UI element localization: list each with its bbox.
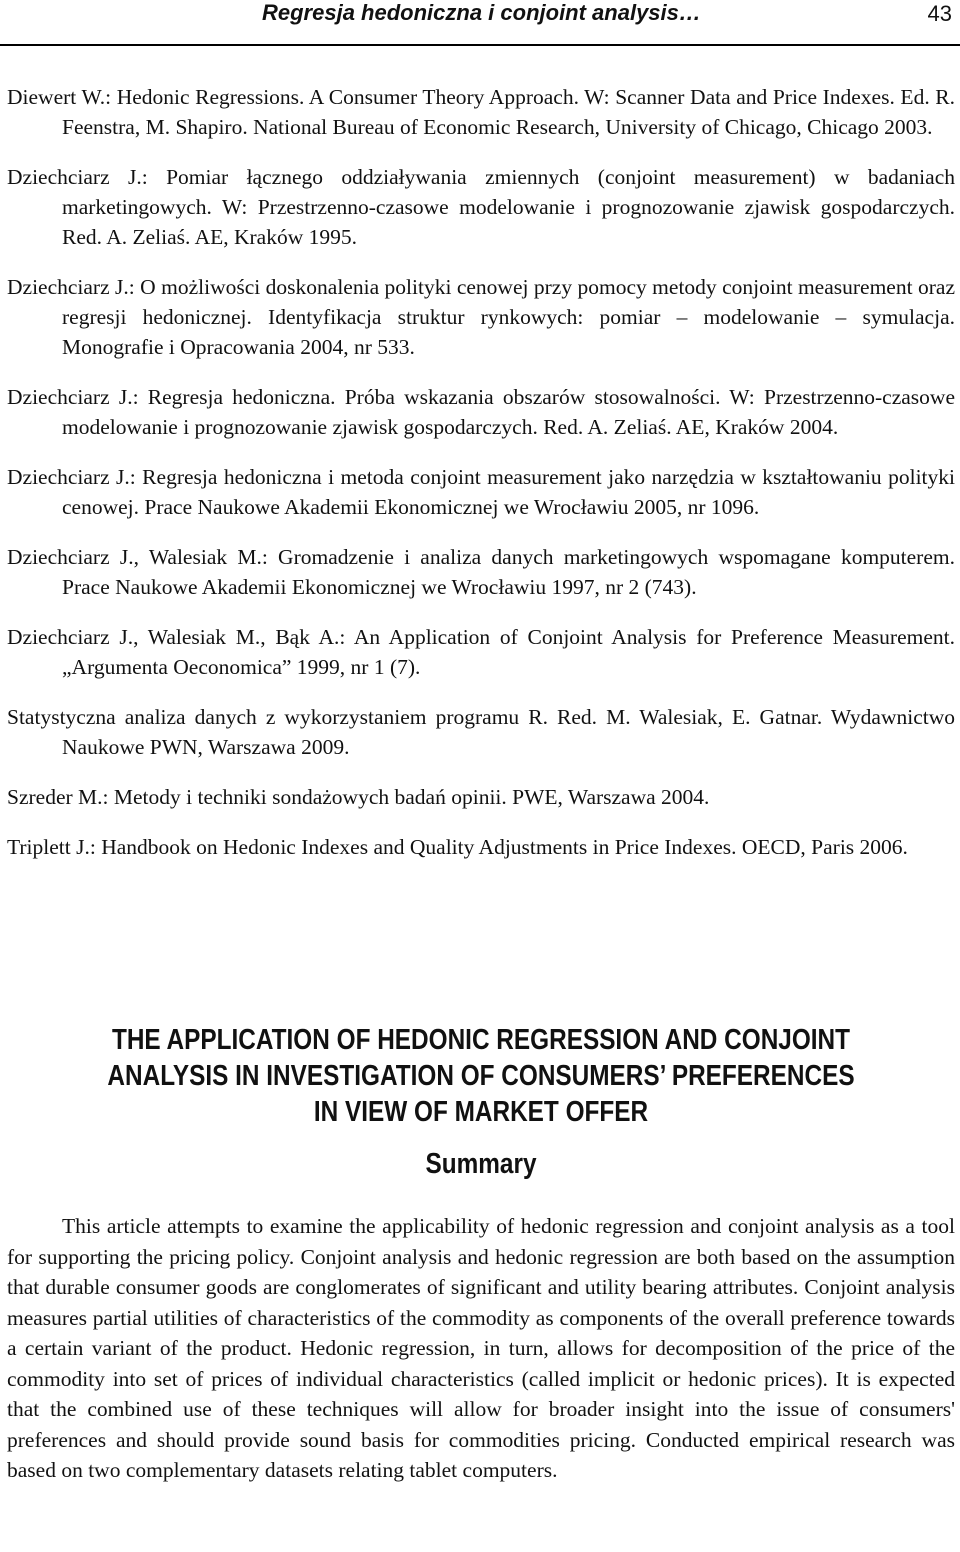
reference-item: Triplett J.: Handbook on Hedonic Indexes and Quality Adjustments in Price Indexes. OECD, Paris 2006.	[7, 835, 908, 859]
reference-item: Dziechciarz J., Walesiak M.: Gromadzenie i analiza danych marketingowych wspomagane komputerem. Prace Naukowe Akademii Ekonomicznej we Wrocławiu 1997, nr 2 (743).	[7, 545, 955, 599]
reference-item: Dziechciarz J.: O możliwości doskonalenia polityki cenowej przy pomocy metody conjoint measurement oraz regresji hedonicznej. Identyfikacja struktur rynkowych: pomiar – modelowanie – symulacja. Monografie i Opracowania 2004, nr 533.	[7, 275, 955, 359]
reference-item: Szreder M.: Metody i techniki sondażowych badań opinii. PWE, Warszawa 2004.	[7, 785, 710, 809]
reference-item: Dziechciarz J.: Regresja hedoniczna. Próba wskazania obszarów stosowalności. W: Przestrzenno-czasowe modelowanie i prognozowanie zjawisk gospodarczych. Red. A. Zeliaś. AE, Kraków 2004.	[7, 385, 955, 439]
summary-title-line: ANALYSIS IN INVESTIGATION OF CONSUMERS’ PREFERENCES	[107, 1060, 855, 1092]
running-title: Regresja hedoniczna i conjoint analysis…	[262, 0, 701, 25]
english-summary	[7, 1022, 955, 1486]
reference-item: Dziechciarz J., Walesiak M., Bąk A.: An Application of Conjoint Analysis for Preference Measurement. „Argumenta Oeconomica” 1999, nr 1 (7).	[7, 625, 955, 679]
reference-item: Dziechciarz J.: Regresja hedoniczna i metoda conjoint measurement jako narzędzia w kształtowaniu polityki cenowej. Prace Naukowe Akademii Ekonomicznej we Wrocławiu 2005, nr 1096.	[7, 465, 955, 519]
summary-body: This article attempts to examine the applicability of hedonic regression and conjoint analysis as a tool for supporting the pricing policy. Conjoint analysis and hedonic regression are both based on the assumption that durable consumer goods are conglomerates of significant and utility bearing attributes. Conjoint analysis measures partial utilities of characteristics of the commodity as components of the overall preference towards a certain variant of the product. Hedonic regression, in turn, allows for decomposition of the price of the commodity into set of prices of individual characteristics (called implicit or hedonic prices). It is expected that the combined use of these techniques will allow for broader insight into the issue of consumers' preferences and should provide sound basis for commodities pricing. Conducted empirical research was based on two complementary datasets relating tablet computers.	[7, 1214, 955, 1482]
summary-heading: Summary	[425, 1148, 537, 1180]
reference-item: Diewert W.: Hedonic Regressions. A Consumer Theory Approach. W: Scanner Data and Price Indexes. Ed. R. Feenstra, M. Shapiro. National Bureau of Economic Research, University of Chicago, Chicago 2003.	[7, 85, 955, 139]
summary-title-line: THE APPLICATION OF HEDONIC REGRESSION AND CONJOINT	[111, 1024, 851, 1056]
summary-title	[83, 1022, 879, 1130]
reference-item: Dziechciarz J.: Pomiar łącznego oddziaływania zmiennych (conjoint measurement) w badaniach marketingowych. W: Przestrzenno-czasowe modelowanie i prognozowanie zjawisk gospodarczych. Red. A. Zeliaś. AE, Kraków 1995.	[7, 165, 955, 249]
page-number: 43	[927, 1, 952, 26]
summary-title-line: IN VIEW OF MARKET OFFER	[313, 1096, 649, 1128]
references-list	[7, 82, 955, 882]
running-header	[0, 0, 960, 46]
reference-item: Statystyczna analiza danych z wykorzystaniem programu R. Red. M. Walesiak, E. Gatnar. Wydawnictwo Naukowe PWN, Warszawa 2009.	[7, 705, 955, 759]
